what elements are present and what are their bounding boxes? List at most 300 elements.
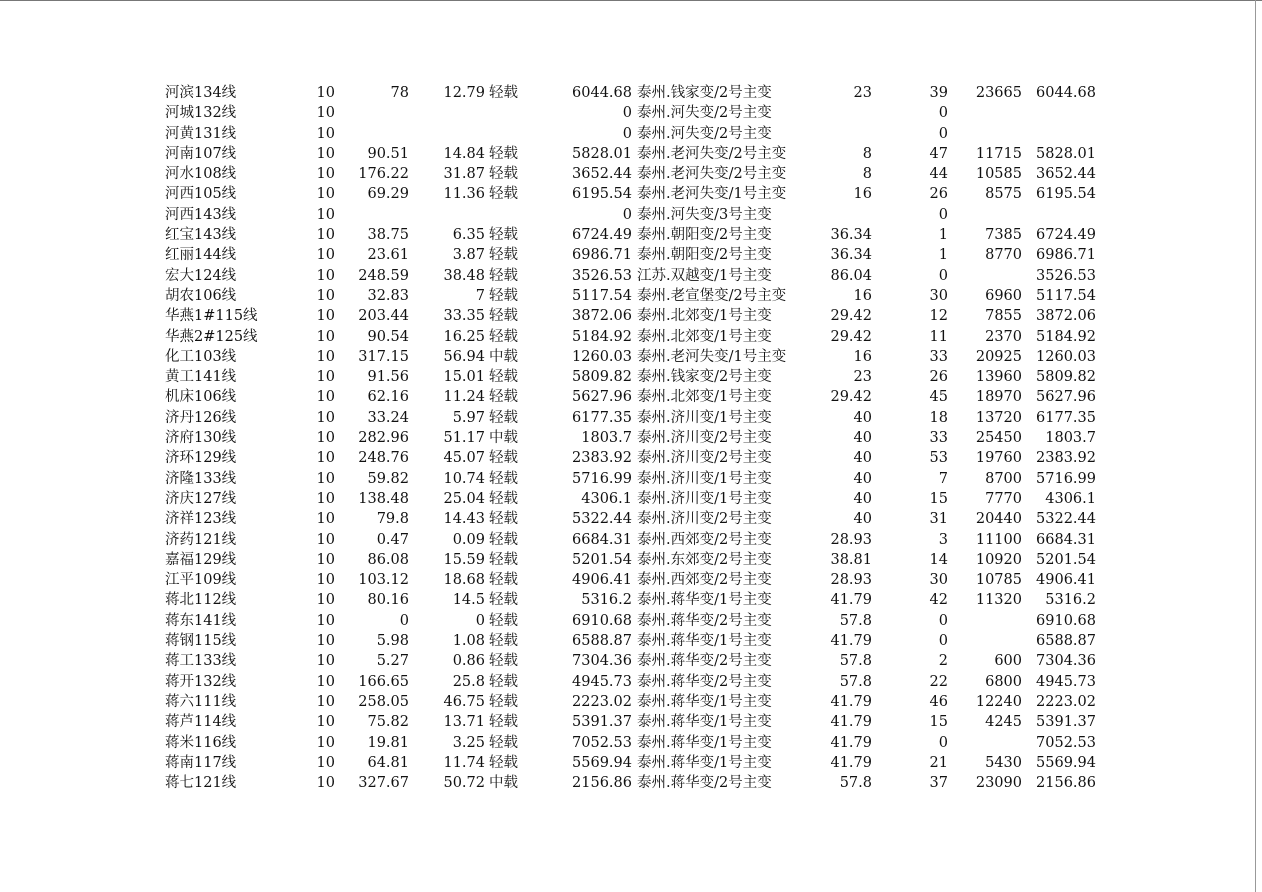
cell-line-name: 机床106线 [165, 389, 237, 406]
cell-load-status: 轻载 [489, 389, 518, 406]
cell-installed-capacity: 4245 [985, 714, 1022, 731]
cell-line-name: 蒋芦114线 [165, 714, 237, 731]
cell-remaining-capacity: 2383.92 [1036, 450, 1096, 467]
cell-user-count: 15 [929, 714, 948, 731]
cell-installed-capacity: 8575 [985, 186, 1022, 203]
cell-load-status: 中载 [489, 348, 518, 365]
cell-load-status: 轻载 [489, 673, 518, 690]
cell-voltage: 10 [316, 369, 335, 386]
cell-voltage: 10 [316, 85, 335, 101]
cell-user-count: 39 [929, 85, 948, 101]
cell-transformer-capacity: 40 [853, 450, 872, 467]
cell-available-capacity: 3526.53 [572, 267, 632, 284]
cell-substation-transformer: 泰州.老宣堡变/2号主变 [637, 287, 787, 304]
cell-line-name: 济祥123线 [165, 511, 237, 528]
cell-line-name: 胡农106线 [165, 287, 237, 304]
cell-voltage: 10 [316, 145, 335, 162]
cell-user-count: 47 [929, 145, 948, 162]
cell-transformer-capacity: 23 [853, 85, 872, 101]
table-row [0, 651, 1262, 671]
cell-line-name: 蒋工133线 [165, 653, 237, 670]
cell-available-capacity: 5391.37 [572, 714, 632, 731]
cell-substation-transformer: 泰州.蒋华变/1号主变 [637, 714, 772, 731]
cell-line-name: 济药121线 [165, 531, 237, 548]
cell-remaining-capacity: 6588.87 [1036, 633, 1096, 650]
cell-voltage: 10 [316, 653, 335, 670]
cell-substation-transformer: 泰州.西郊变/2号主变 [637, 572, 772, 589]
cell-current: 317.15 [358, 348, 409, 365]
cell-available-capacity: 6910.68 [572, 612, 632, 629]
cell-load-status: 轻载 [489, 328, 518, 345]
cell-user-count: 26 [929, 369, 948, 386]
cell-remaining-capacity: 6177.35 [1036, 409, 1096, 426]
cell-current: 248.59 [358, 267, 409, 284]
cell-substation-transformer: 泰州.济川变/1号主变 [637, 409, 772, 426]
cell-remaining-capacity: 7052.53 [1036, 734, 1096, 751]
cell-load-rate: 3.25 [452, 734, 485, 751]
cell-line-name: 嘉福129线 [165, 551, 237, 568]
table-row [0, 712, 1262, 732]
cell-available-capacity: 5569.94 [572, 754, 632, 771]
cell-substation-transformer: 泰州.北郊变/1号主变 [637, 328, 772, 345]
cell-user-count: 53 [929, 450, 948, 467]
cell-installed-capacity: 10920 [975, 551, 1022, 568]
cell-transformer-capacity: 16 [853, 186, 872, 203]
cell-user-count: 45 [929, 389, 948, 406]
cell-line-name: 河水108线 [165, 166, 237, 183]
cell-available-capacity: 6724.49 [572, 227, 632, 244]
cell-substation-transformer: 泰州.老河失变/1号主变 [637, 348, 787, 365]
cell-installed-capacity: 6800 [985, 673, 1022, 690]
cell-voltage: 10 [316, 409, 335, 426]
table-row [0, 387, 1262, 407]
cell-substation-transformer: 泰州.蒋华变/1号主变 [637, 592, 772, 609]
cell-substation-transformer: 泰州.蒋华变/2号主变 [637, 653, 772, 670]
cell-transformer-capacity: 16 [853, 348, 872, 365]
cell-available-capacity: 3652.44 [572, 166, 632, 183]
cell-load-rate: 5.97 [452, 409, 485, 426]
cell-line-name: 蒋东141线 [165, 612, 237, 629]
cell-current: 80.16 [367, 592, 409, 609]
cell-substation-transformer: 泰州.老河失变/2号主变 [637, 145, 787, 162]
cell-installed-capacity: 18970 [975, 389, 1022, 406]
cell-substation-transformer: 泰州.北郊变/1号主变 [637, 308, 772, 325]
cell-user-count: 0 [938, 125, 948, 142]
cell-voltage: 10 [316, 348, 335, 365]
cell-installed-capacity: 7770 [985, 490, 1022, 507]
cell-load-status: 轻载 [489, 166, 518, 183]
cell-voltage: 10 [316, 430, 335, 447]
cell-remaining-capacity: 2156.86 [1036, 775, 1096, 792]
cell-substation-transformer: 泰州.蒋华变/2号主变 [637, 673, 772, 690]
cell-load-rate: 11.74 [443, 754, 485, 771]
cell-load-status: 轻载 [489, 450, 518, 467]
cell-load-status: 轻载 [489, 734, 518, 751]
cell-current: 282.96 [358, 430, 409, 447]
cell-user-count: 1 [938, 227, 948, 244]
cell-voltage: 10 [316, 714, 335, 731]
cell-load-status: 轻载 [489, 714, 518, 731]
cell-load-rate: 0 [475, 612, 485, 629]
cell-load-status: 轻载 [489, 186, 518, 203]
table-row [0, 306, 1262, 326]
cell-voltage: 10 [316, 734, 335, 751]
cell-remaining-capacity: 5316.2 [1045, 592, 1096, 609]
cell-available-capacity: 2223.02 [572, 693, 632, 710]
cell-line-name: 河城132线 [165, 105, 237, 122]
cell-current: 166.65 [358, 673, 409, 690]
cell-load-rate: 11.24 [443, 389, 485, 406]
cell-line-name: 济环129线 [165, 450, 237, 467]
cell-voltage: 10 [316, 328, 335, 345]
cell-voltage: 10 [316, 551, 335, 568]
cell-current: 75.82 [367, 714, 409, 731]
cell-voltage: 10 [316, 105, 335, 122]
cell-user-count: 18 [929, 409, 948, 426]
cell-voltage: 10 [316, 166, 335, 183]
cell-line-name: 红宝143线 [165, 227, 237, 244]
cell-voltage: 10 [316, 125, 335, 142]
cell-available-capacity: 5809.82 [572, 369, 632, 386]
cell-voltage: 10 [316, 287, 335, 304]
cell-current: 33.24 [367, 409, 409, 426]
cell-transformer-capacity: 29.42 [830, 389, 872, 406]
cell-remaining-capacity: 5391.37 [1036, 714, 1096, 731]
cell-load-rate: 7 [475, 287, 485, 304]
cell-line-name: 蒋六111线 [165, 693, 237, 710]
cell-line-name: 济府130线 [165, 430, 237, 447]
cell-load-rate: 1.08 [452, 633, 485, 650]
cell-user-count: 11 [929, 328, 948, 345]
cell-remaining-capacity: 5184.92 [1036, 328, 1096, 345]
table-row [0, 286, 1262, 306]
cell-available-capacity: 7304.36 [572, 653, 632, 670]
cell-available-capacity: 4945.73 [572, 673, 632, 690]
cell-remaining-capacity: 5117.54 [1036, 287, 1096, 304]
cell-available-capacity: 7052.53 [572, 734, 632, 751]
cell-available-capacity: 6684.31 [572, 531, 632, 548]
cell-user-count: 0 [938, 206, 948, 223]
cell-user-count: 42 [929, 592, 948, 609]
cell-substation-transformer: 泰州.蒋华变/2号主变 [637, 612, 772, 629]
cell-available-capacity: 1260.03 [572, 348, 632, 365]
cell-load-rate: 6.35 [452, 227, 485, 244]
cell-load-rate: 12.79 [443, 85, 485, 101]
table-row [0, 124, 1262, 144]
cell-current: 0 [399, 612, 409, 629]
cell-transformer-capacity: 38.81 [830, 551, 872, 568]
cell-load-status: 轻载 [489, 308, 518, 325]
cell-transformer-capacity: 36.34 [830, 247, 872, 264]
cell-transformer-capacity: 41.79 [830, 754, 872, 771]
cell-load-rate: 45.07 [443, 450, 485, 467]
cell-load-status: 轻载 [489, 633, 518, 650]
cell-load-status: 轻载 [489, 693, 518, 710]
cell-installed-capacity: 7855 [985, 308, 1022, 325]
cell-user-count: 0 [938, 267, 948, 284]
page-top-border [0, 0, 1262, 1]
cell-substation-transformer: 泰州.河失变/2号主变 [637, 105, 772, 122]
cell-installed-capacity: 11320 [975, 592, 1022, 609]
cell-load-status: 轻载 [489, 511, 518, 528]
table-row [0, 611, 1262, 631]
cell-current: 86.08 [367, 551, 409, 568]
cell-user-count: 7 [938, 470, 948, 487]
cell-substation-transformer: 泰州.河失变/3号主变 [637, 206, 772, 223]
cell-load-rate: 11.36 [443, 186, 485, 203]
cell-available-capacity: 5322.44 [572, 511, 632, 528]
cell-remaining-capacity: 4306.1 [1045, 490, 1096, 507]
cell-substation-transformer: 泰州.济川变/1号主变 [637, 470, 772, 487]
cell-transformer-capacity: 57.8 [839, 653, 872, 670]
cell-voltage: 10 [316, 531, 335, 548]
cell-load-status: 轻载 [489, 612, 518, 629]
cell-remaining-capacity: 6684.31 [1036, 531, 1096, 548]
table-row [0, 428, 1262, 448]
cell-remaining-capacity: 1803.7 [1045, 430, 1096, 447]
table-row [0, 773, 1262, 793]
cell-transformer-capacity: 41.79 [830, 592, 872, 609]
cell-line-name: 河黄131线 [165, 125, 237, 142]
cell-line-name: 济庆127线 [165, 490, 237, 507]
cell-available-capacity: 5184.92 [572, 328, 632, 345]
cell-remaining-capacity: 4945.73 [1036, 673, 1096, 690]
cell-line-name: 蒋钢115线 [165, 633, 237, 650]
cell-transformer-capacity: 57.8 [839, 612, 872, 629]
table-row [0, 631, 1262, 651]
cell-line-name: 蒋七121线 [165, 775, 237, 792]
cell-available-capacity: 6195.54 [572, 186, 632, 203]
table-row [0, 489, 1262, 509]
cell-substation-transformer: 泰州.蒋华变/1号主变 [637, 633, 772, 650]
cell-installed-capacity: 2370 [985, 328, 1022, 345]
cell-substation-transformer: 泰州.济川变/2号主变 [637, 450, 772, 467]
cell-user-count: 0 [938, 734, 948, 751]
cell-available-capacity: 5828.01 [572, 145, 632, 162]
cell-transformer-capacity: 40 [853, 511, 872, 528]
table-row [0, 733, 1262, 753]
cell-current: 103.12 [358, 572, 409, 589]
cell-line-name: 济丹126线 [165, 409, 237, 426]
cell-substation-transformer: 江苏.双越变/1号主变 [637, 267, 772, 284]
cell-user-count: 33 [929, 430, 948, 447]
cell-transformer-capacity: 8 [862, 166, 872, 183]
cell-substation-transformer: 泰州.老河失变/2号主变 [637, 166, 787, 183]
cell-voltage: 10 [316, 267, 335, 284]
cell-transformer-capacity: 28.93 [830, 531, 872, 548]
cell-load-rate: 46.75 [443, 693, 485, 710]
table-row [0, 590, 1262, 610]
cell-voltage: 10 [316, 572, 335, 589]
cell-voltage: 10 [316, 612, 335, 629]
cell-remaining-capacity: 3872.06 [1036, 308, 1096, 325]
cell-load-rate: 14.84 [443, 145, 485, 162]
cell-voltage: 10 [316, 633, 335, 650]
cell-load-status: 轻载 [489, 85, 518, 101]
cell-installed-capacity: 23090 [975, 775, 1022, 792]
cell-current: 38.75 [367, 227, 409, 244]
cell-load-status: 轻载 [489, 490, 518, 507]
cell-load-status: 轻载 [489, 592, 518, 609]
cell-line-name: 河南107线 [165, 145, 237, 162]
cell-transformer-capacity: 40 [853, 430, 872, 447]
cell-substation-transformer: 泰州.朝阳变/2号主变 [637, 227, 772, 244]
table-row [0, 448, 1262, 468]
table-row [0, 692, 1262, 712]
cell-transformer-capacity: 40 [853, 470, 872, 487]
cell-user-count: 46 [929, 693, 948, 710]
cell-user-count: 21 [929, 754, 948, 771]
cell-transformer-capacity: 16 [853, 287, 872, 304]
cell-user-count: 15 [929, 490, 948, 507]
cell-installed-capacity: 10585 [975, 166, 1022, 183]
cell-user-count: 33 [929, 348, 948, 365]
cell-remaining-capacity: 5627.96 [1036, 389, 1096, 406]
cell-voltage: 10 [316, 308, 335, 325]
cell-available-capacity: 5716.99 [572, 470, 632, 487]
feeder-load-table [0, 83, 1262, 793]
cell-user-count: 3 [938, 531, 948, 548]
cell-line-name: 黄工141线 [165, 369, 237, 386]
cell-line-name: 河西143线 [165, 206, 237, 223]
table-row [0, 753, 1262, 773]
cell-remaining-capacity: 6986.71 [1036, 247, 1096, 264]
cell-user-count: 31 [929, 511, 948, 528]
cell-current: 90.51 [367, 145, 409, 162]
cell-user-count: 1 [938, 247, 948, 264]
cell-load-status: 轻载 [489, 145, 518, 162]
table-row [0, 205, 1262, 225]
table-row [0, 408, 1262, 428]
cell-remaining-capacity: 6044.68 [1036, 85, 1096, 101]
cell-load-rate: 25.8 [452, 673, 485, 690]
cell-line-name: 蒋北112线 [165, 592, 237, 609]
cell-installed-capacity: 10785 [975, 572, 1022, 589]
cell-installed-capacity: 12240 [975, 693, 1022, 710]
cell-remaining-capacity: 5828.01 [1036, 145, 1096, 162]
cell-available-capacity: 5627.96 [572, 389, 632, 406]
cell-remaining-capacity: 2223.02 [1036, 693, 1096, 710]
cell-voltage: 10 [316, 490, 335, 507]
cell-voltage: 10 [316, 389, 335, 406]
cell-transformer-capacity: 23 [853, 369, 872, 386]
cell-voltage: 10 [316, 470, 335, 487]
cell-load-rate: 15.01 [443, 369, 485, 386]
cell-load-status: 轻载 [489, 754, 518, 771]
cell-current: 78 [390, 85, 409, 101]
cell-available-capacity: 5316.2 [581, 592, 632, 609]
cell-installed-capacity: 600 [994, 653, 1022, 670]
cell-available-capacity: 0 [622, 125, 632, 142]
cell-load-rate: 51.17 [443, 430, 485, 447]
cell-load-status: 轻载 [489, 470, 518, 487]
cell-installed-capacity: 7385 [985, 227, 1022, 244]
cell-voltage: 10 [316, 693, 335, 710]
cell-available-capacity: 6044.68 [572, 85, 632, 101]
cell-voltage: 10 [316, 511, 335, 528]
cell-substation-transformer: 泰州.东郊变/2号主变 [637, 551, 772, 568]
cell-line-name: 红丽144线 [165, 247, 237, 264]
cell-load-status: 轻载 [489, 227, 518, 244]
cell-substation-transformer: 泰州.北郊变/1号主变 [637, 389, 772, 406]
cell-available-capacity: 6177.35 [572, 409, 632, 426]
cell-voltage: 10 [316, 450, 335, 467]
cell-installed-capacity: 11715 [975, 145, 1022, 162]
cell-voltage: 10 [316, 227, 335, 244]
cell-substation-transformer: 泰州.济川变/1号主变 [637, 490, 772, 507]
cell-line-name: 济隆133线 [165, 470, 237, 487]
cell-installed-capacity: 20440 [975, 511, 1022, 528]
table-row [0, 164, 1262, 184]
cell-load-rate: 25.04 [443, 490, 485, 507]
cell-load-rate: 14.43 [443, 511, 485, 528]
cell-remaining-capacity: 3652.44 [1036, 166, 1096, 183]
cell-remaining-capacity: 5322.44 [1036, 511, 1096, 528]
cell-current: 62.16 [367, 389, 409, 406]
table-row [0, 672, 1262, 692]
cell-load-rate: 0.09 [452, 531, 485, 548]
table-row [0, 266, 1262, 286]
cell-remaining-capacity: 5809.82 [1036, 369, 1096, 386]
cell-installed-capacity: 8700 [985, 470, 1022, 487]
cell-substation-transformer: 泰州.钱家变/2号主变 [637, 85, 772, 101]
cell-voltage: 10 [316, 673, 335, 690]
cell-substation-transformer: 泰州.朝阳变/2号主变 [637, 247, 772, 264]
cell-available-capacity: 5201.54 [572, 551, 632, 568]
cell-line-name: 江平109线 [165, 572, 237, 589]
cell-user-count: 30 [929, 572, 948, 589]
cell-user-count: 0 [938, 105, 948, 122]
cell-current: 248.76 [358, 450, 409, 467]
cell-load-rate: 33.35 [443, 308, 485, 325]
cell-load-status: 轻载 [489, 287, 518, 304]
cell-user-count: 14 [929, 551, 948, 568]
cell-load-status: 轻载 [489, 551, 518, 568]
cell-user-count: 37 [929, 775, 948, 792]
cell-user-count: 44 [929, 166, 948, 183]
cell-load-rate: 18.68 [443, 572, 485, 589]
cell-remaining-capacity: 6910.68 [1036, 612, 1096, 629]
cell-available-capacity: 5117.54 [572, 287, 632, 304]
cell-load-rate: 16.25 [443, 328, 485, 345]
cell-installed-capacity: 8770 [985, 247, 1022, 264]
cell-line-name: 宏大124线 [165, 267, 237, 284]
table-row [0, 103, 1262, 123]
cell-load-status: 轻载 [489, 369, 518, 386]
cell-remaining-capacity: 4906.41 [1036, 572, 1096, 589]
cell-transformer-capacity: 29.42 [830, 308, 872, 325]
cell-substation-transformer: 泰州.济川变/2号主变 [637, 511, 772, 528]
cell-substation-transformer: 泰州.蒋华变/1号主变 [637, 693, 772, 710]
cell-installed-capacity: 25450 [975, 430, 1022, 447]
cell-user-count: 26 [929, 186, 948, 203]
cell-substation-transformer: 泰州.西郊变/2号主变 [637, 531, 772, 548]
cell-substation-transformer: 泰州.蒋华变/2号主变 [637, 775, 772, 792]
table-row [0, 530, 1262, 550]
cell-transformer-capacity: 36.34 [830, 227, 872, 244]
cell-voltage: 10 [316, 754, 335, 771]
cell-line-name: 蒋米116线 [165, 734, 237, 751]
cell-load-rate: 15.59 [443, 551, 485, 568]
cell-load-status: 轻载 [489, 247, 518, 264]
cell-current: 5.27 [376, 653, 409, 670]
table-row [0, 509, 1262, 529]
cell-installed-capacity: 6960 [985, 287, 1022, 304]
cell-load-rate: 13.71 [443, 714, 485, 731]
cell-current: 59.82 [367, 470, 409, 487]
cell-transformer-capacity: 40 [853, 409, 872, 426]
cell-installed-capacity: 20925 [975, 348, 1022, 365]
